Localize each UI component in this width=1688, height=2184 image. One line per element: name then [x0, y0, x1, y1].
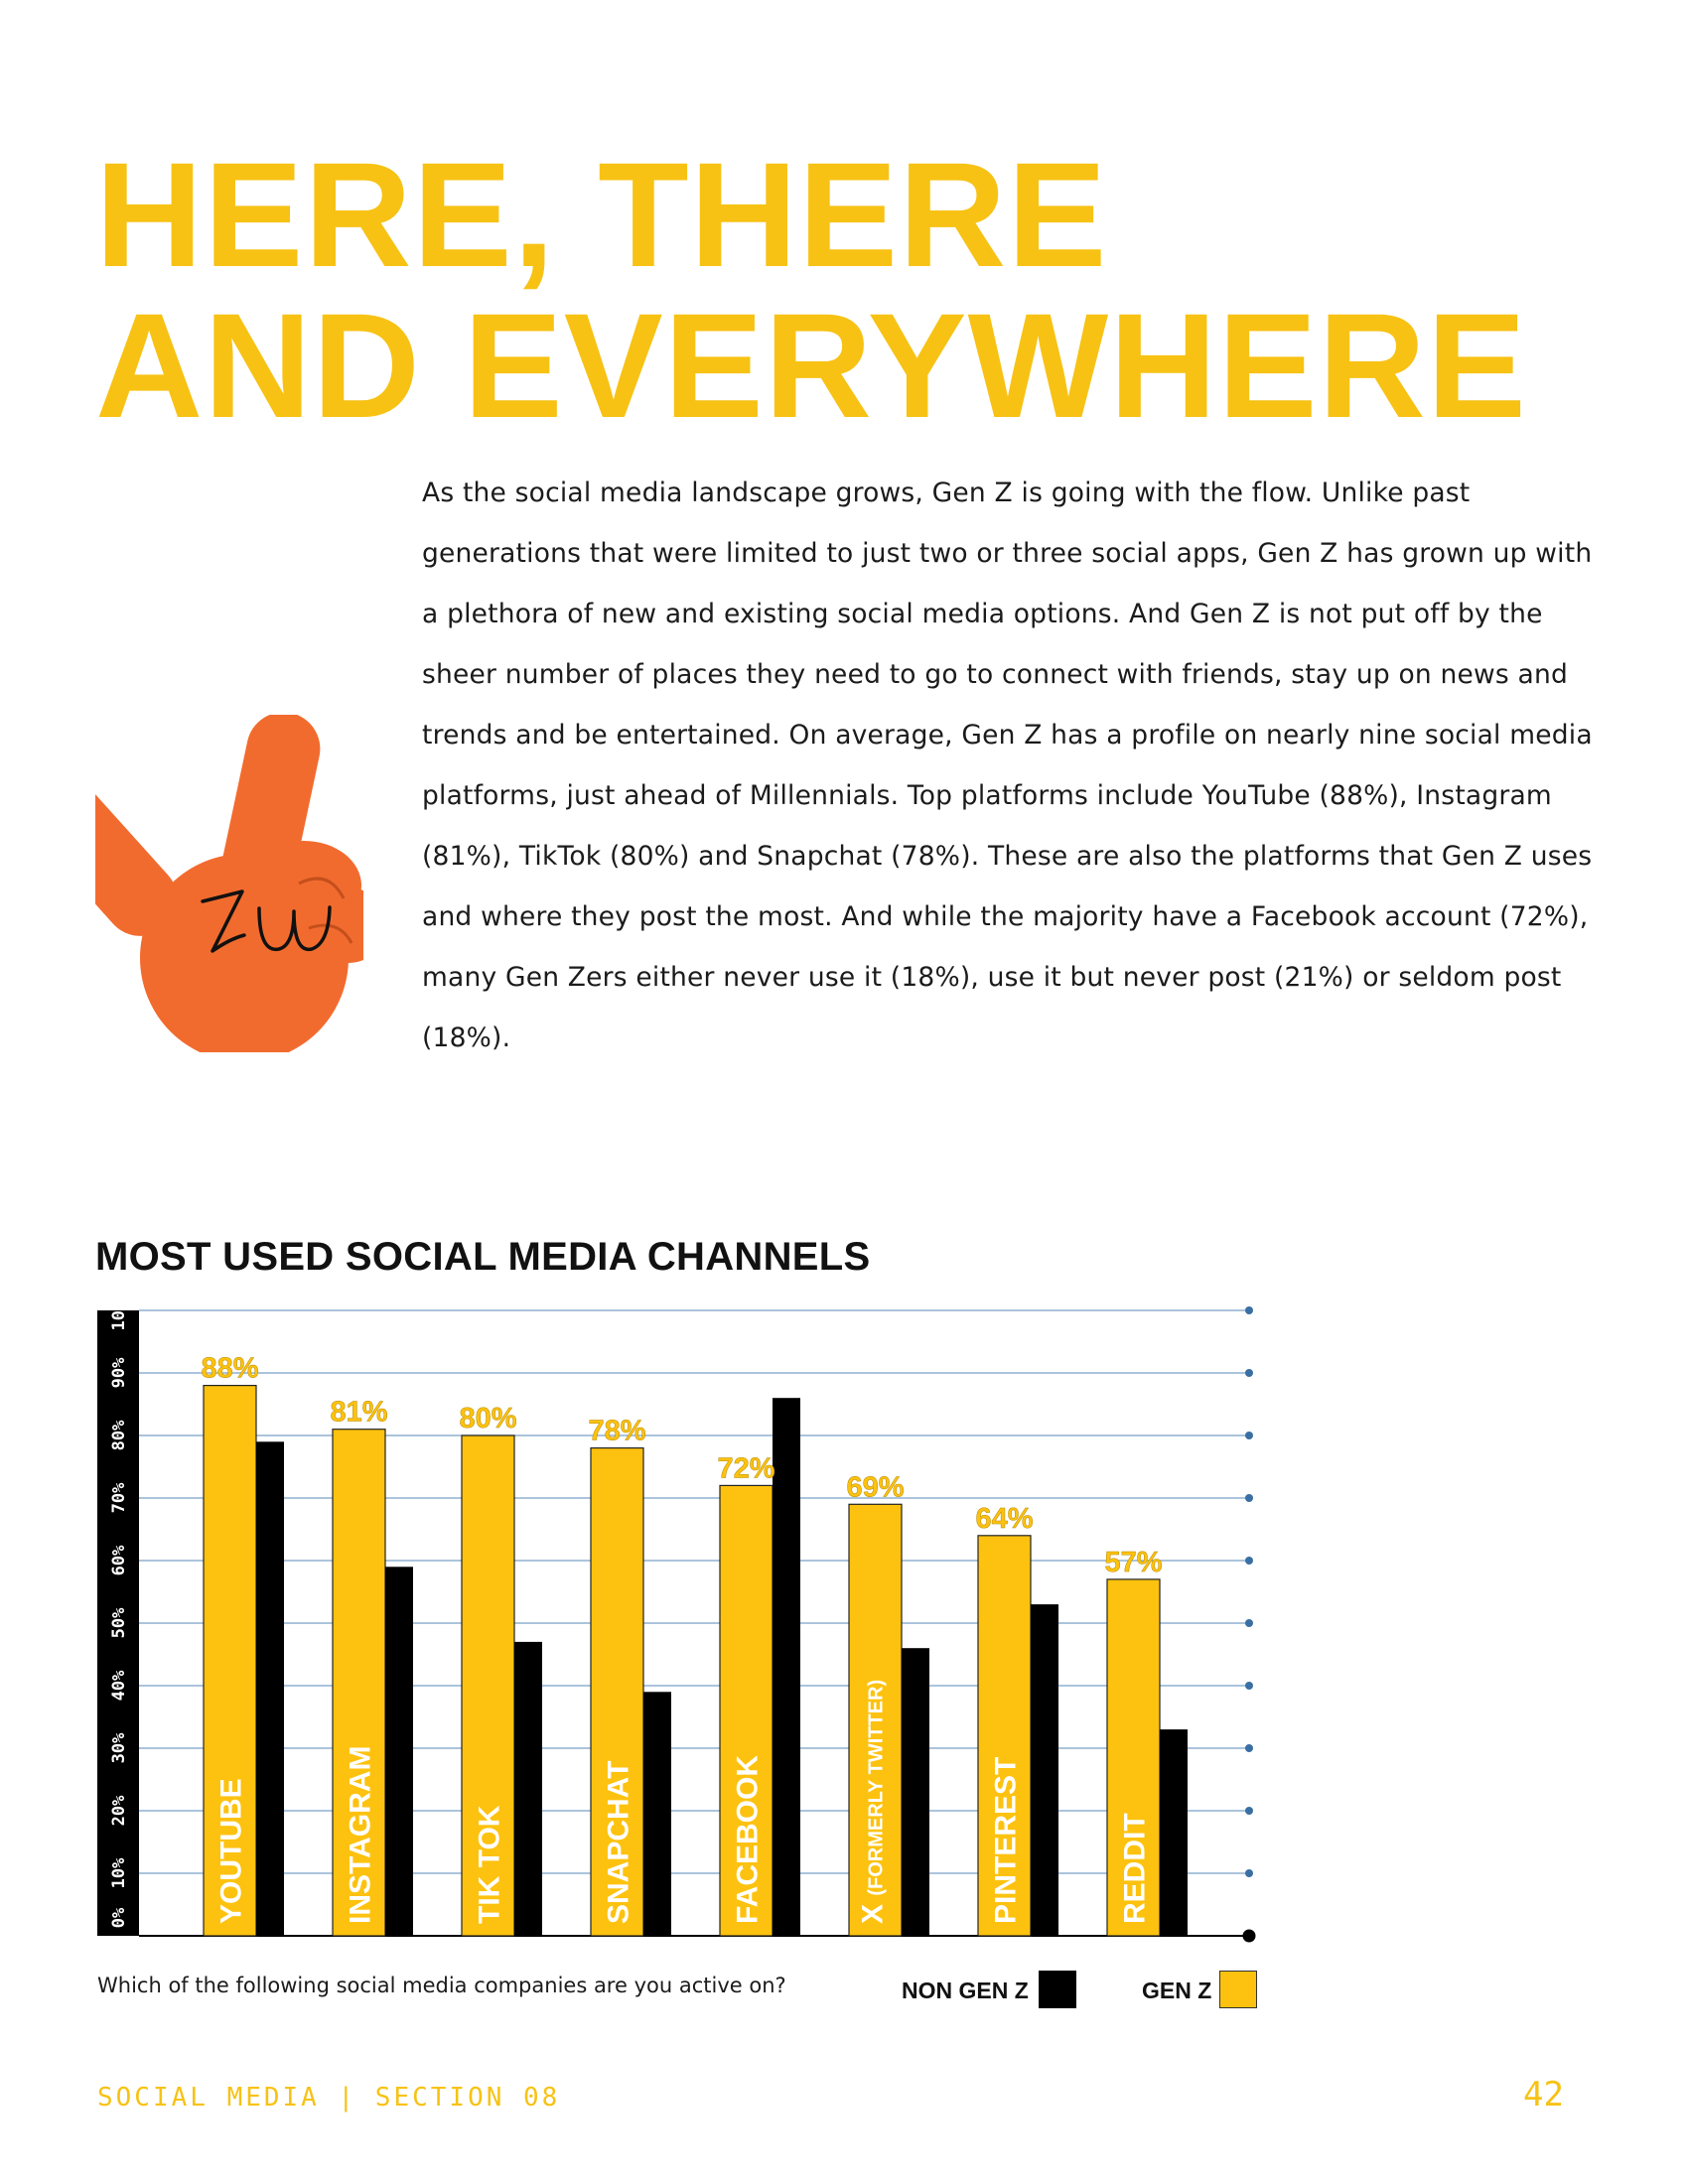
category-label: SNAPCHAT	[602, 1760, 635, 1924]
y-tick-label: 40%	[109, 1670, 129, 1702]
y-tick-label: 20%	[109, 1795, 129, 1827]
category-label: INSTAGRAM	[344, 1745, 377, 1924]
category-label: FACEBOOK	[731, 1754, 765, 1924]
legend-non-gen-z-label: NON GEN Z	[902, 1978, 1029, 2003]
bar-non-gen-z	[902, 1648, 929, 1936]
category-label: X (FORMERLY TWITTER)	[856, 1679, 890, 1924]
bar-non-gen-z	[514, 1642, 542, 1936]
data-label: 80%	[459, 1403, 517, 1434]
gridline-dot	[1245, 1306, 1253, 1314]
data-label: 81%	[330, 1396, 388, 1429]
data-label: 72%	[717, 1452, 775, 1485]
data-label: 57%	[1104, 1546, 1163, 1578]
bar-non-gen-z	[1031, 1604, 1058, 1936]
gridline-dot	[1245, 1369, 1253, 1377]
chart-title: MOST USED SOCIAL MEDIA CHANNELS	[95, 1235, 871, 1279]
gridline-dot	[1245, 1619, 1253, 1627]
y-tick-label: 60%	[109, 1545, 129, 1576]
gridline-dot	[1245, 1682, 1253, 1690]
data-label: 64%	[975, 1502, 1034, 1535]
gridline-dot	[1245, 1494, 1253, 1502]
bar-non-gen-z	[385, 1567, 413, 1936]
gridline-dot	[1245, 1744, 1253, 1752]
baseline-dot	[1243, 1930, 1256, 1943]
y-tick-label: 30%	[109, 1732, 129, 1764]
data-label: 69%	[846, 1471, 905, 1504]
y-tick-label: 90%	[109, 1357, 129, 1389]
y-tick-label: 70%	[109, 1482, 129, 1514]
gridline-dot	[1245, 1557, 1253, 1565]
data-label: 78%	[588, 1415, 646, 1447]
bar-non-gen-z	[773, 1398, 800, 1936]
footer-section-label: SOCIAL MEDIA | SECTION 08	[97, 2083, 561, 2113]
category-label: YOUTUBE	[214, 1778, 248, 1924]
legend-gen-z-swatch	[1219, 1971, 1257, 2008]
bar-non-gen-z	[256, 1441, 284, 1936]
category-label: PINTEREST	[989, 1756, 1023, 1924]
page-title-line-1: HERE, THERE	[95, 131, 1108, 298]
gridline-dot	[1245, 1807, 1253, 1815]
legend-non-gen-z-swatch	[1039, 1971, 1076, 2008]
body-paragraph: As the social media landscape grows, Gen Z is going with the flow. Unlike past generations that were limited to just two or three social apps, Gen Z has grown up with a plethora of new and existing social media options. And Gen Z is not put off by the sheer number of places they need to go to connect with friends, stay up on news and trends and be entertained. On average, Gen Z has a profile on nearly nine social media platforms, just ahead of Millennials. Top platforms include YouTube (88%), Instagram (81%), TikTok (80%) and Snapchat (78%). These are also the platforms that Gen Z uses and where they post the most. And while the majority have a Facebook account (72%), many Gen Zers either never use it (18%), use it but never post (21%) or seldom post (18%).	[422, 478, 1593, 1053]
y-tick-label: 10%	[109, 1857, 129, 1889]
gridline-dot	[1245, 1432, 1253, 1439]
category-label: REDDIT	[1118, 1813, 1152, 1924]
y-tick-label: 80%	[109, 1420, 129, 1451]
y-tick-label: 100%	[109, 1290, 129, 1331]
bar-non-gen-z	[643, 1692, 671, 1936]
page-title-line-2: AND EVERYWHERE	[95, 282, 1527, 449]
chart-caption: Which of the following social media companies are you active on?	[97, 1974, 786, 1997]
page-number: 42	[1523, 2075, 1564, 2115]
gridline-dot	[1245, 1869, 1253, 1877]
y-tick-label: 50%	[109, 1607, 129, 1639]
bar-non-gen-z	[1160, 1729, 1188, 1936]
data-label: 88%	[201, 1352, 259, 1385]
category-label: TIK TOK	[473, 1805, 506, 1924]
legend-gen-z-label: GEN Z	[1142, 1978, 1212, 2003]
y-tick-label: 0%	[109, 1907, 129, 1929]
